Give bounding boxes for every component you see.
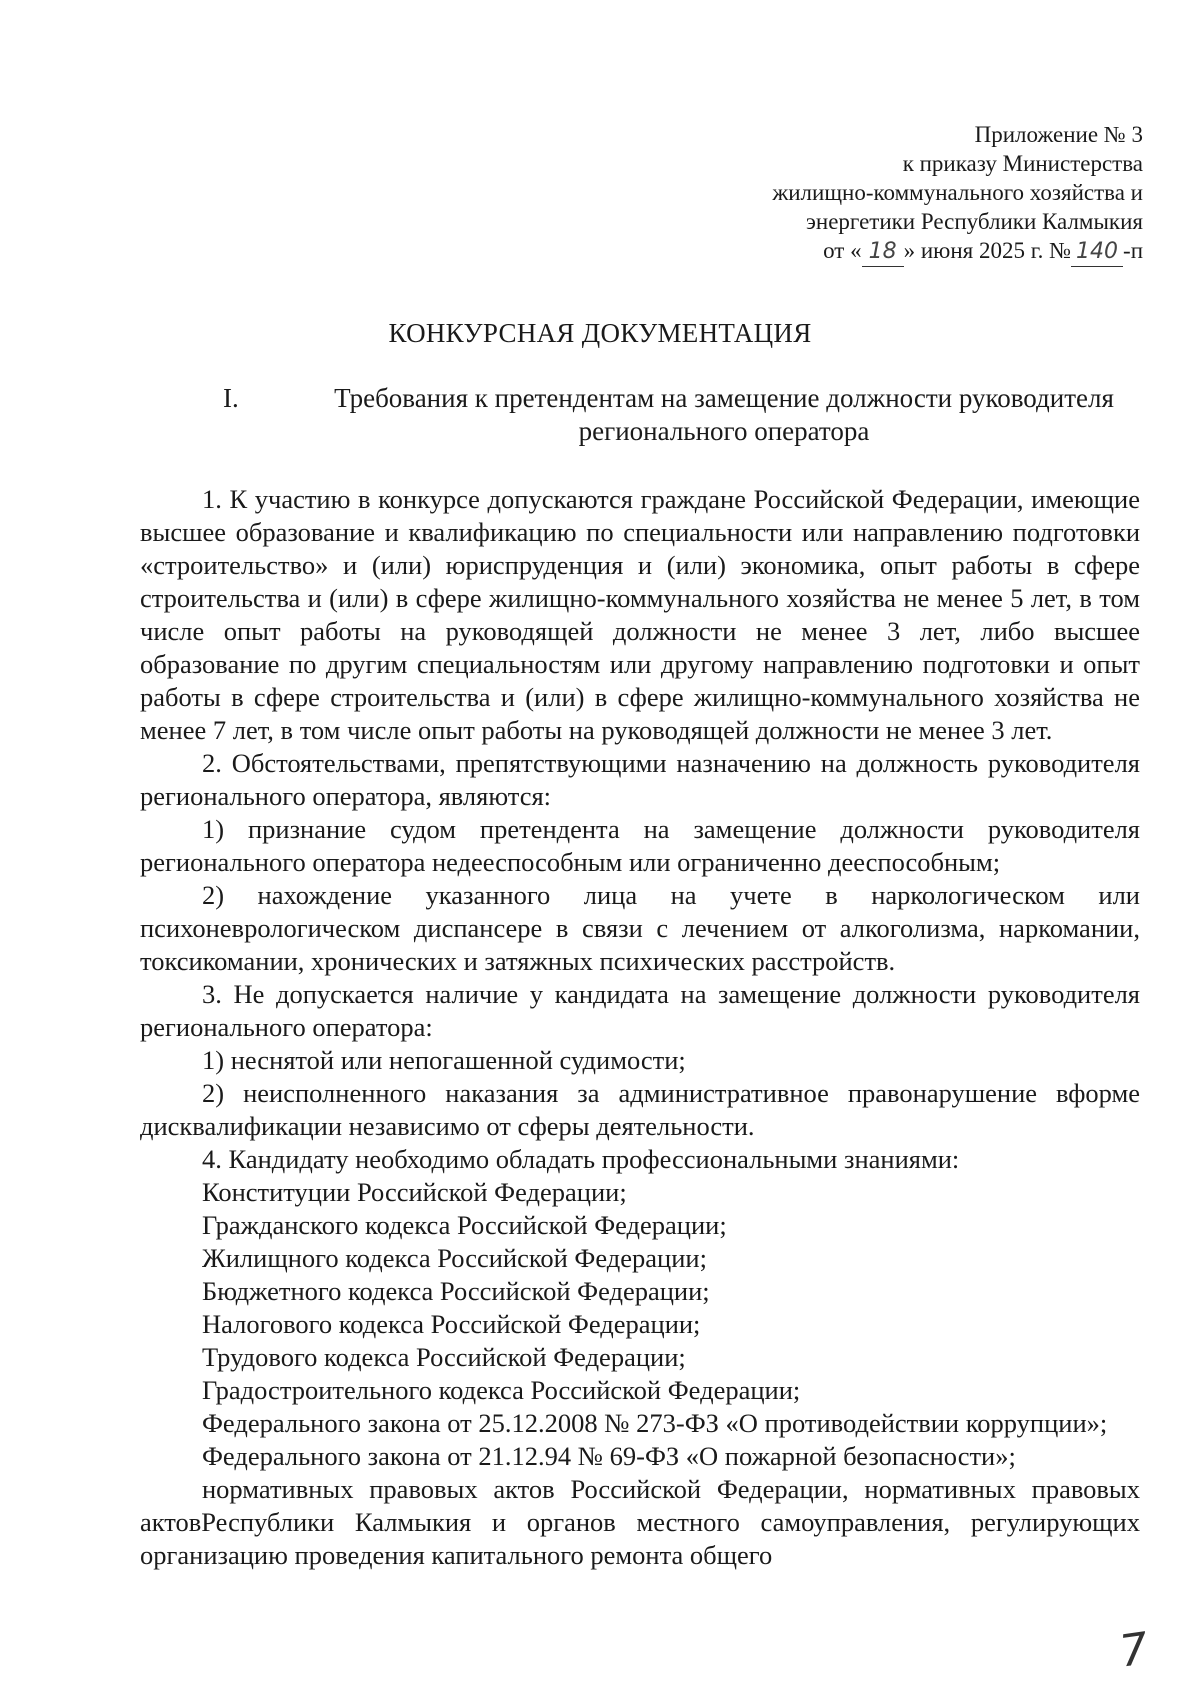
list-item: нормативных правовых актов Российской Федерации, нормативных правовых актовРеспублики Калмыкия и органов местного самоуправления, регулирующих организацию проведения капитального ремонта общего — [140, 1474, 1140, 1570]
handwritten-order-number: 140 — [1071, 237, 1123, 267]
document-title: КОНКУРСНАЯ ДОКУМЕНТАЦИЯ — [388, 318, 812, 348]
paragraph: 1) неснятой или непогашенной судимости; — [202, 1045, 686, 1075]
annex-line: к приказу Министерства — [902, 151, 1143, 176]
annex-line: Приложение № 3 — [974, 122, 1143, 147]
paragraph: 2. Обстоятельствами, препятствующими назначению на должность руководителя регионального оператора, являются: — [140, 748, 1140, 811]
date-middle: » июня 2025 г. № — [903, 238, 1072, 263]
annex-line: жилищно-коммунального хозяйства и — [772, 180, 1143, 205]
annex-block — [772, 120, 1143, 267]
handwritten-day: 18 — [862, 237, 904, 267]
list-item: Жилищного кодекса Российской Федерации; — [202, 1243, 707, 1273]
paragraph: 2) неисполненного наказания за административное правонарушение вформе дисквалификации независимо от сферы деятельности. — [140, 1078, 1140, 1141]
list-item: Конституции Российской Федерации; — [202, 1177, 627, 1207]
document-body — [140, 483, 1140, 1572]
date-prefix: от « — [823, 238, 862, 263]
paragraph: 1) признание судом претендента на замещение должности руководителя регионального оператора недееспособным или ограниченно дееспособным; — [140, 814, 1140, 877]
section-heading — [223, 382, 1145, 448]
date-suffix: -п — [1123, 238, 1143, 263]
list-item: Федерального закона от 25.12.2008 № 273-ФЗ «О противодействии коррупции»; — [202, 1408, 1108, 1438]
paragraph: 2) нахождение указанного лица на учете в наркологическом или психоневрологическом диспансере в связи с лечением от алкоголизма, наркомании, токсикомании, хронических и затяжных психических расстройств. — [140, 880, 1140, 976]
list-item: Гражданского кодекса Российской Федерации; — [202, 1210, 727, 1240]
annex-line: энергетики Республики Калмыкия — [806, 209, 1143, 234]
paragraph: 3. Не допускается наличие у кандидата на замещение должности руководителя регионального оператора: — [140, 979, 1140, 1042]
section-number: I. — [223, 383, 239, 413]
list-item: Трудового кодекса Российской Федерации; — [202, 1342, 686, 1372]
list-item: Градостроительного кодекса Российской Федерации; — [202, 1375, 801, 1405]
list-item: Бюджетного кодекса Российской Федерации; — [202, 1276, 710, 1306]
paragraph: 4. Кандидату необходимо обладать профессиональными знаниями: — [202, 1144, 960, 1174]
handwritten-page-number: 7 — [1116, 1623, 1152, 1678]
section-heading-text: Требования к претендентам на замещение должности руководителя регионального оператора — [334, 383, 1114, 446]
list-item: Налогового кодекса Российской Федерации; — [202, 1309, 701, 1339]
annex-date-line — [772, 236, 1143, 267]
paragraph: 1. К участию в конкурсе допускаются граждане Российской Федерации, имеющие высшее образование и квалификацию по специальности или направлению подготовки «строительство» и (или) юриспруденция и (или) экономика, опыт работы в сфере строительства и (или) в сфере жилищно-коммунального хозяйства не менее 5 лет, в том числе опыт работы на руководящей должности не менее 3 лет, либо высшее образование по другим специальностям или другому направлению подготовки и опыт работы в сфере строительства и (или) в сфере жилищно-коммунального хозяйства не менее 7 лет, в том числе опыт работы на руководящей должности не менее 3 лет. — [140, 484, 1140, 745]
list-item: Федерального закона от 21.12.94 № 69-ФЗ «О пожарной безопасности»; — [202, 1441, 1016, 1471]
